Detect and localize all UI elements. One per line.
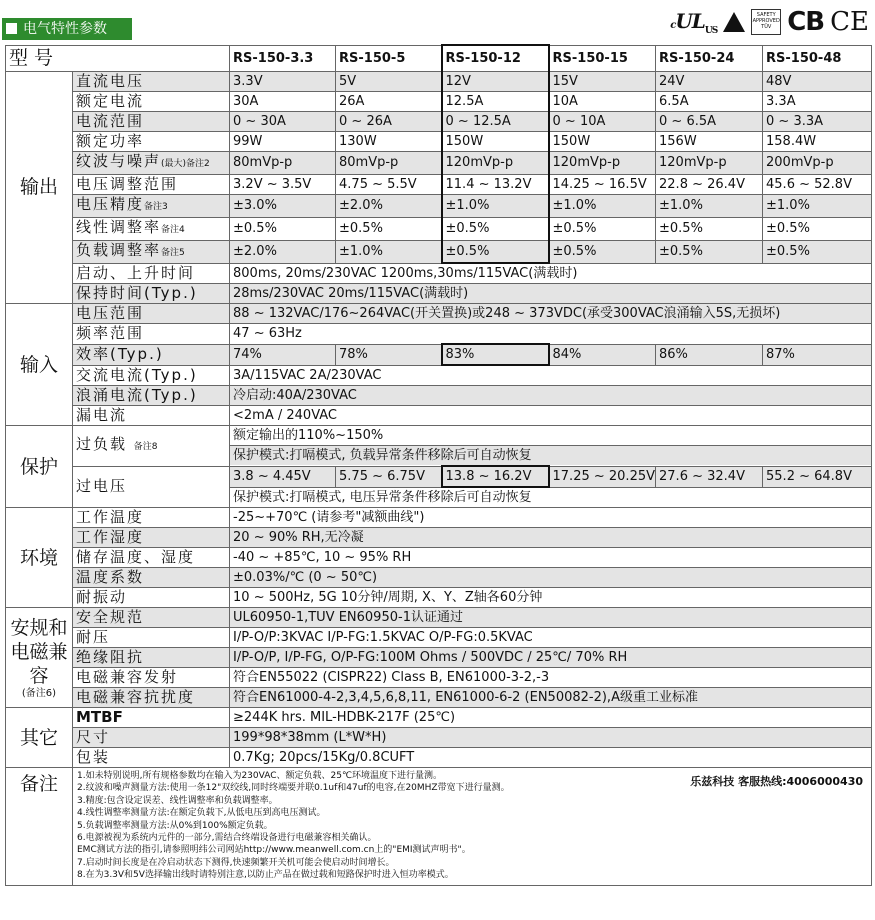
table-row [6, 688, 872, 708]
row-label: 负载调整率备注5 [73, 240, 230, 263]
table-row [6, 548, 872, 568]
row-label: 直流电压 [73, 71, 230, 91]
table-row [6, 648, 872, 668]
ul-logo: cUL$_{US}$ [670, 8, 718, 36]
value-cell: 156W [656, 131, 763, 151]
service-hotline: 乐兹科技 客服热线:4006000430 [690, 775, 864, 788]
value-cell: 符合EN55022 (CISPR22) Class B, EN61000-3-2,-3 [230, 668, 872, 688]
table-row [6, 608, 872, 628]
note-line: 1.如未特别说明,所有规格参数均在输入为230VAC、额定负载、25℃环境温度下进行量测。 [77, 771, 443, 781]
table-row [6, 728, 872, 748]
row-label: 电压调整范围 [73, 174, 230, 194]
value-cell: 符合EN61000-4-2,3,4,5,6,8,11, EN61000-6-2 (EN50082-2),A级重工业标准 [230, 688, 872, 708]
table-row [6, 71, 872, 91]
model-cell: RS-150-48 [763, 45, 872, 71]
row-label: 启动、上升时间 [73, 263, 230, 284]
row-label: 过负载 备注8 [73, 426, 230, 467]
row-label: 包装 [73, 748, 230, 768]
row-label: 浪涌电流(Typ.) [73, 386, 230, 406]
square-icon [6, 23, 17, 34]
value-cell: 120mVp-p [656, 151, 763, 174]
note-line: 5.负载调整率测量方法:从0%到100%额定负载。 [77, 820, 273, 831]
value-cell: ±3.0% [230, 194, 336, 217]
table-row [6, 386, 872, 406]
value-cell: 5.75 ~ 6.75V [336, 466, 442, 487]
row-label: 储存温度、湿度 [73, 548, 230, 568]
value-cell: ±1.0% [442, 194, 549, 217]
table-row [6, 668, 872, 688]
value-cell: 0 ~ 6.5A [656, 111, 763, 131]
ce-logo: CE [830, 7, 869, 37]
row-label: 绝缘阻抗 [73, 648, 230, 668]
value-cell: 45.6 ~ 52.8V [763, 174, 872, 194]
category-input: 输入 [6, 304, 73, 426]
table-row [6, 365, 872, 386]
model-cell: RS-150-15 [549, 45, 656, 71]
row-label: 安全规范 [73, 608, 230, 628]
row-label: 温度系数 [73, 568, 230, 588]
model-cell: RS-150-12 [442, 45, 549, 71]
tuv-logo: SAFETY APPROVED TÜV [751, 9, 781, 35]
row-label: 电压精度备注3 [73, 194, 230, 217]
value-cell: ±0.5% [336, 217, 442, 240]
value-cell: 199*98*38mm (L*W*H) [230, 728, 872, 748]
table-row [6, 151, 872, 174]
category-protection: 保护 [6, 426, 73, 508]
value-cell: 47 ~ 63Hz [230, 324, 872, 345]
value-cell: 80mVp-p [230, 151, 336, 174]
note-line: 8.在为3.3V和5V选择输出线时请特别注意,以防止产品在做过载和短路保护时进入恒功率模式。 [77, 870, 454, 881]
model-label: 型号 [6, 45, 230, 71]
value-cell: 12.5A [442, 91, 549, 111]
row-label: 纹波与噪声(最大)备注2 [73, 151, 230, 174]
value-cell: ≥244K hrs. MIL-HDBK-217F (25℃) [230, 708, 872, 728]
row-label: 电磁兼容抗扰度 [73, 688, 230, 708]
value-cell: 6.5A [656, 91, 763, 111]
value-cell: 3A/115VAC 2A/230VAC [230, 365, 872, 386]
value-cell: 78% [336, 344, 442, 365]
value-cell: 30A [230, 91, 336, 111]
value-cell: I/P-O/P, I/P-FG, O/P-FG:100M Ohms / 500VDC / 25℃/ 70% RH [230, 648, 872, 668]
table-row [6, 91, 872, 111]
value-cell: 28ms/230VAC 20ms/115VAC(满载时) [230, 284, 872, 304]
value-cell: ±2.0% [230, 240, 336, 263]
row-label: 漏电流 [73, 406, 230, 426]
value-cell: 48V [763, 71, 872, 91]
model-cell: RS-150-5 [336, 45, 442, 71]
value-cell: ±2.0% [336, 194, 442, 217]
table-row [6, 628, 872, 648]
value-cell: 99W [230, 131, 336, 151]
notes-content [73, 768, 872, 886]
value-cell: 200mVp-p [763, 151, 872, 174]
value-cell: ±0.5% [656, 217, 763, 240]
row-label: 额定功率 [73, 131, 230, 151]
table-row [6, 263, 872, 284]
value-cell: 74% [230, 344, 336, 365]
table-row [6, 568, 872, 588]
note-line: 2.纹波和噪声测量方法:使用一条12"双绞线,同时终端要并联0.1uf和47uf的电容,在20MHZ带宽下进行量测。 [77, 783, 510, 794]
category-environment: 环境 [6, 508, 73, 608]
value-cell: 24V [656, 71, 763, 91]
value-cell: 15V [549, 71, 656, 91]
value-cell: 11.4 ~ 13.2V [442, 174, 549, 194]
value-cell: 保护模式:打嗝模式, 电压异常条件移除后可自动恢复 [230, 487, 872, 508]
value-cell: ±1.0% [336, 240, 442, 263]
row-label: 耐压 [73, 628, 230, 648]
value-cell: 0 ~ 30A [230, 111, 336, 131]
value-cell: 3.8 ~ 4.45V [230, 466, 336, 487]
value-cell: 22.8 ~ 26.4V [656, 174, 763, 194]
value-cell: 5V [336, 71, 442, 91]
value-cell: 13.8 ~ 16.2V [442, 466, 549, 487]
table-row [6, 426, 872, 446]
model-cell: RS-150-3.3 [230, 45, 336, 71]
row-label: 额定电流 [73, 91, 230, 111]
value-cell: ±0.5% [656, 240, 763, 263]
table-row [6, 528, 872, 548]
value-cell: ±0.5% [549, 240, 656, 263]
table-row [6, 588, 872, 608]
section-title: 电气特性参数 [23, 21, 107, 37]
value-cell: -40 ~ +85℃, 10 ~ 95% RH [230, 548, 872, 568]
table-row [6, 508, 872, 528]
table-row [6, 748, 872, 768]
row-label: 工作温度 [73, 508, 230, 528]
value-cell: <2mA / 240VAC [230, 406, 872, 426]
value-cell: 86% [656, 344, 763, 365]
row-label: 工作湿度 [73, 528, 230, 548]
row-label: 保持时间(Typ.) [73, 284, 230, 304]
value-cell: 55.2 ~ 64.8V [763, 466, 872, 487]
table-row [6, 466, 872, 487]
category-others: 其它 [6, 708, 73, 768]
value-cell: ±0.5% [230, 217, 336, 240]
value-cell: ±0.5% [442, 217, 549, 240]
value-cell: 88 ~ 132VAC/176~264VAC(开关置换)或248 ~ 373VDC(承受300VAC浪涌输入5S,无损坏) [230, 304, 872, 324]
row-label: 过电压 [73, 466, 230, 508]
value-cell: ±0.03%/℃ (0 ~ 50℃) [230, 568, 872, 588]
note-line: 7.启动时间长度是在冷启动状态下测得,快速频繁开关机可能会使启动时间增长。 [77, 857, 395, 868]
row-label: 线性调整率备注4 [73, 217, 230, 240]
value-cell: 120mVp-p [549, 151, 656, 174]
value-cell: UL60950-1,TUV EN60950-1认证通过 [230, 608, 872, 628]
value-cell: 14.25 ~ 16.5V [549, 174, 656, 194]
value-cell: ±0.5% [442, 240, 549, 263]
value-cell: 150W [442, 131, 549, 151]
category-safety-emc: 安规和电磁兼容 (备注6) [6, 608, 73, 708]
row-label: MTBF [73, 708, 230, 728]
value-cell: 87% [763, 344, 872, 365]
table-row [6, 240, 872, 263]
value-cell: 17.25 ~ 20.25V [549, 466, 656, 487]
value-cell: 26A [336, 91, 442, 111]
spec-table [5, 44, 872, 886]
value-cell: 158.4W [763, 131, 872, 151]
note-line: 3.精度:包含设定误差、线性调整率和负载调整率。 [77, 795, 278, 806]
value-cell: 27.6 ~ 32.4V [656, 466, 763, 487]
row-label: 频率范围 [73, 324, 230, 345]
value-cell: I/P-O/P:3KVAC I/P-FG:1.5KVAC O/P-FG:0.5KVAC [230, 628, 872, 648]
row-label: 尺寸 [73, 728, 230, 748]
warning-triangle-icon [723, 12, 745, 32]
value-cell: 80mVp-p [336, 151, 442, 174]
value-cell: 10 ~ 500Hz, 5G 10分钟/周期, X、Y、Z轴各60分钟 [230, 588, 872, 608]
category-notes: 备注 [6, 768, 73, 886]
note-line: EMC测试方法的指引,请参照明纬公司网站http://www.meanwell.com.cn上的"EMI测试声明书"。 [77, 845, 471, 856]
row-label: 电压范围 [73, 304, 230, 324]
notes-row [6, 768, 872, 886]
model-cell: RS-150-24 [656, 45, 763, 71]
value-cell: 83% [442, 344, 549, 365]
row-label: 电流范围 [73, 111, 230, 131]
row-label: 交流电流(Typ.) [73, 365, 230, 386]
value-cell: ±0.5% [763, 217, 872, 240]
value-cell: 10A [549, 91, 656, 111]
value-cell: ±1.0% [763, 194, 872, 217]
section-title-badge [2, 18, 132, 40]
table-row [6, 304, 872, 324]
row-label: 耐振动 [73, 588, 230, 608]
table-row [6, 344, 872, 365]
note-line: 4.线性调整率测量方法:在额定负载下,从低电压到高电压测试。 [77, 808, 326, 819]
value-cell: 0 ~ 26A [336, 111, 442, 131]
value-cell: 3.3A [763, 91, 872, 111]
certification-logos [670, 6, 869, 38]
value-cell: 3.3V [230, 71, 336, 91]
model-row [6, 45, 872, 71]
category-output: 输出 [6, 71, 73, 304]
table-row [6, 174, 872, 194]
note-line: 6.电源被视为系统内元件的一部分,需结合终端设备进行电磁兼容相关确认。 [77, 833, 377, 844]
table-row [6, 708, 872, 728]
value-cell: 0 ~ 10A [549, 111, 656, 131]
value-cell: 0 ~ 3.3A [763, 111, 872, 131]
value-cell: 0.7Kg; 20pcs/15Kg/0.8CUFT [230, 748, 872, 768]
cb-logo: CB [787, 7, 825, 37]
value-cell: 0 ~ 12.5A [442, 111, 549, 131]
value-cell: 额定输出的110%~150% [230, 426, 872, 446]
table-row [6, 324, 872, 345]
value-cell: 3.2V ~ 3.5V [230, 174, 336, 194]
value-cell: 冷启动:40A/230VAC [230, 386, 872, 406]
row-label: 效率(Typ.) [73, 344, 230, 365]
table-row [6, 131, 872, 151]
value-cell: ±1.0% [549, 194, 656, 217]
value-cell: 保护模式:打嗝模式, 负载异常条件移除后可自动恢复 [230, 446, 872, 467]
value-cell: ±0.5% [763, 240, 872, 263]
table-row [6, 217, 872, 240]
table-row [6, 194, 872, 217]
table-row [6, 111, 872, 131]
value-cell: 800ms, 20ms/230VAC 1200ms,30ms/115VAC(满载时) [230, 263, 872, 284]
value-cell: 4.75 ~ 5.5V [336, 174, 442, 194]
value-cell: 130W [336, 131, 442, 151]
value-cell: ±0.5% [549, 217, 656, 240]
value-cell: ±1.0% [656, 194, 763, 217]
value-cell: -25~+70℃ (请参考"减额曲线") [230, 508, 872, 528]
value-cell: 150W [549, 131, 656, 151]
row-label: 电磁兼容发射 [73, 668, 230, 688]
value-cell: 84% [549, 344, 656, 365]
value-cell: 12V [442, 71, 549, 91]
value-cell: 120mVp-p [442, 151, 549, 174]
value-cell: 20 ~ 90% RH,无冷凝 [230, 528, 872, 548]
table-row [6, 284, 872, 304]
table-row [6, 406, 872, 426]
